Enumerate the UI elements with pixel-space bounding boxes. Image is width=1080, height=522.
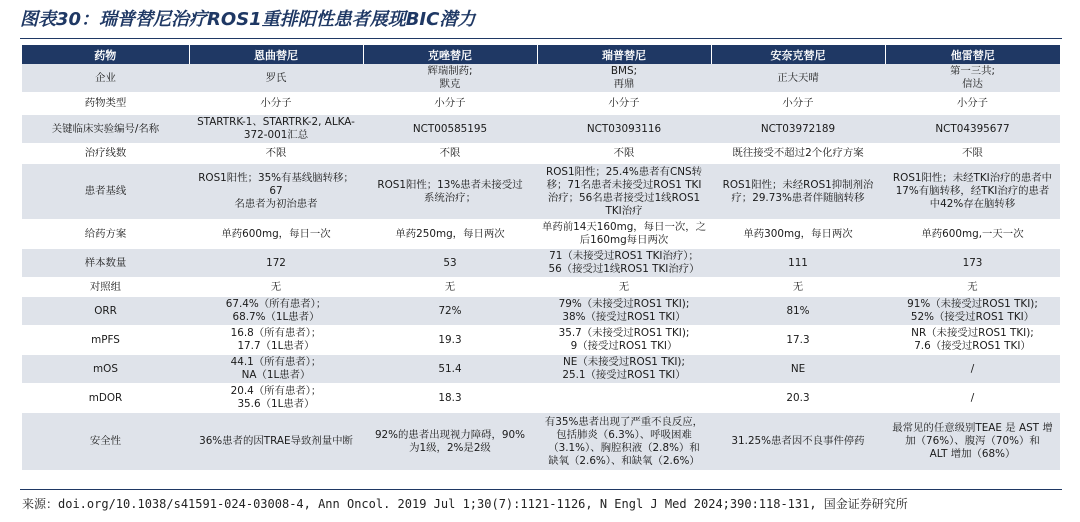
table-cell: 无: [363, 278, 537, 297]
table-cell: 小分子: [363, 93, 537, 115]
header-repotrectinib: 瑞普替尼: [537, 45, 711, 64]
table-cell: 单药300mg，每日两次: [711, 220, 885, 249]
header-taletrectinib: 他雷替尼: [885, 45, 1060, 64]
table-cell: NCT04395677: [885, 115, 1060, 144]
header-anlotinib: 安奈克替尼: [711, 45, 885, 64]
table-cell: 小分子: [189, 93, 363, 115]
row-label: mDOR: [22, 384, 189, 413]
table-cell: 111: [711, 249, 885, 278]
comparison-table: [22, 45, 1060, 471]
header-entrectinib: 恩曲替尼: [189, 45, 363, 64]
table-cell: NE: [711, 355, 885, 384]
table-row: [22, 220, 1060, 249]
table-cell: BMS; 再鼎: [537, 64, 711, 93]
table-cell: 不限: [537, 144, 711, 164]
footer-divider: [20, 489, 1062, 490]
table-cell: 44.1（所有患者）； NA（1L患者）: [189, 355, 363, 384]
table-cell: NCT00585195: [363, 115, 537, 144]
table-cell: NCT03093116: [537, 115, 711, 144]
row-label: 给药方案: [22, 220, 189, 249]
table-row: [22, 413, 1060, 471]
header-drug: 药物: [22, 45, 189, 64]
row-label: 治疗线数: [22, 144, 189, 164]
row-label: 患者基线: [22, 164, 189, 220]
row-label: 安全性: [22, 413, 189, 471]
table-cell: 67.4%（所有患者）； 68.7%（1L患者）: [189, 297, 363, 326]
table-cell: 36%患者的因TRAE导致剂量中断: [189, 413, 363, 471]
row-label: 关键临床实验编号/名称: [22, 115, 189, 144]
table-cell: 不限: [363, 144, 537, 164]
table-row: [22, 64, 1060, 93]
table-header-row: [22, 45, 1060, 64]
table-row: [22, 278, 1060, 297]
table-cell: 19.3: [363, 326, 537, 355]
table-cell: 79%（未接受过ROS1 TKI); 38%（接受过ROS1 TKI）: [537, 297, 711, 326]
table-row: [22, 144, 1060, 164]
table-row: [22, 249, 1060, 278]
figure-title: 图表30：瑞普替尼治疗ROS1重排阳性患者展现BIC潜力: [20, 9, 476, 30]
table-row: [22, 297, 1060, 326]
row-label: 样本数量: [22, 249, 189, 278]
table-cell: NCT03972189: [711, 115, 885, 144]
table-cell: 17.3: [711, 326, 885, 355]
table-cell: 20.3: [711, 384, 885, 413]
table-cell: 无: [885, 278, 1060, 297]
table-cell: ROS1阳性；未经ROS1抑制剂治 疗；29.73%患者伴随脑转移: [711, 164, 885, 220]
table-cell: 无: [189, 278, 363, 297]
row-label: 对照组: [22, 278, 189, 297]
table-cell: 16.8（所有患者）； 17.7（1L患者）: [189, 326, 363, 355]
table-row: [22, 164, 1060, 220]
table-cell: STARTRK-1、STARTRK-2, ALKA- 372-001汇总: [189, 115, 363, 144]
table-row: [22, 326, 1060, 355]
table-cell: ROS1阳性；35%有基线脑转移；67 名患者为初治患者: [189, 164, 363, 220]
table-cell: 51.4: [363, 355, 537, 384]
table-cell: 不限: [189, 144, 363, 164]
table-cell: 20.4（所有患者）； 35.6（1L患者）: [189, 384, 363, 413]
table-cell: 单药600mg,一天一次: [885, 220, 1060, 249]
table-row: [22, 115, 1060, 144]
source-note: 来源：doi.org/10.1038/s41591-024-03008-4, Ann Oncol. 2019 Jul 1;30(7):1121-1126, N Engl J Med 2024;390:118-131, 国金证券研究所: [22, 497, 908, 511]
table-cell: [537, 384, 711, 413]
table-cell: 辉瑞制药; 默克: [363, 64, 537, 93]
table-cell: 53: [363, 249, 537, 278]
table-cell: 小分子: [885, 93, 1060, 115]
table-cell: NR（未接受过ROS1 TKI); 7.6（接受过ROS1 TKI）: [885, 326, 1060, 355]
table-cell: 31.25%患者因不良事件停药: [711, 413, 885, 471]
table-cell: 正大天晴: [711, 64, 885, 93]
table-cell: 18.3: [363, 384, 537, 413]
table-cell: ROS1阳性；13%患者未接受过 系统治疗；: [363, 164, 537, 220]
table-cell: ROS1阳性；未经TKI治疗的患者中 17%有脑转移，经TKI治疗的患者 中42%存在脑转移: [885, 164, 1060, 220]
table-cell: ROS1阳性；25.4%患者有CNS转 移；71名患者未接受过ROS1 TKI 治疗；56名患者接受过1线ROS1 TKI治疗: [537, 164, 711, 220]
table-cell: 罗氏: [189, 64, 363, 93]
table-cell: 172: [189, 249, 363, 278]
table-cell: 单药250mg，每日两次: [363, 220, 537, 249]
table-row: [22, 93, 1060, 115]
table-row: [22, 355, 1060, 384]
table-cell: NE（未接受过ROS1 TKI); 25.1（接受过ROS1 TKI）: [537, 355, 711, 384]
header-crizotinib: 克唑替尼: [363, 45, 537, 64]
table-cell: 81%: [711, 297, 885, 326]
table-cell: 不限: [885, 144, 1060, 164]
table-cell: 有35%患者出现了严重不良反应， 包括肺炎（6.3%）、呼吸困难 （3.1%）、胸腔积液（2.8%）和 缺氧（2.6%）、和缺氧（2.6%）: [537, 413, 711, 471]
table-cell: /: [885, 355, 1060, 384]
table-cell: 72%: [363, 297, 537, 326]
row-label: 药物类型: [22, 93, 189, 115]
table-cell: 单药前14天160mg，每日一次，之 后160mg每日两次: [537, 220, 711, 249]
table-row: [22, 384, 1060, 413]
table-cell: 小分子: [711, 93, 885, 115]
table-cell: 既往接受不超过2个化疗方案: [711, 144, 885, 164]
table-cell: 最常见的任意级别TEAE 是 AST 增 加（76%）、腹泻（70%）和 ALT 增加（68%）: [885, 413, 1060, 471]
table-cell: 91%（未接受过ROS1 TKI); 52%（接受过ROS1 TKI）: [885, 297, 1060, 326]
table-cell: 71（未接受过ROS1 TKI治疗）； 56（接受过1线ROS1 TKI治疗）: [537, 249, 711, 278]
table-cell: 无: [711, 278, 885, 297]
table-cell: 第一三共; 信达: [885, 64, 1060, 93]
row-label: mOS: [22, 355, 189, 384]
table-cell: 173: [885, 249, 1060, 278]
table-cell: 单药600mg，每日一次: [189, 220, 363, 249]
row-label: ORR: [22, 297, 189, 326]
table-cell: 小分子: [537, 93, 711, 115]
table-cell: 35.7（未接受过ROS1 TKI); 9（接受过ROS1 TKI）: [537, 326, 711, 355]
table-cell: /: [885, 384, 1060, 413]
row-label: mPFS: [22, 326, 189, 355]
title-divider: [20, 38, 1062, 39]
table-cell: 92%的患者出现视力障碍，90% 为1级，2%是2级: [363, 413, 537, 471]
row-label: 企业: [22, 64, 189, 93]
table-cell: 无: [537, 278, 711, 297]
